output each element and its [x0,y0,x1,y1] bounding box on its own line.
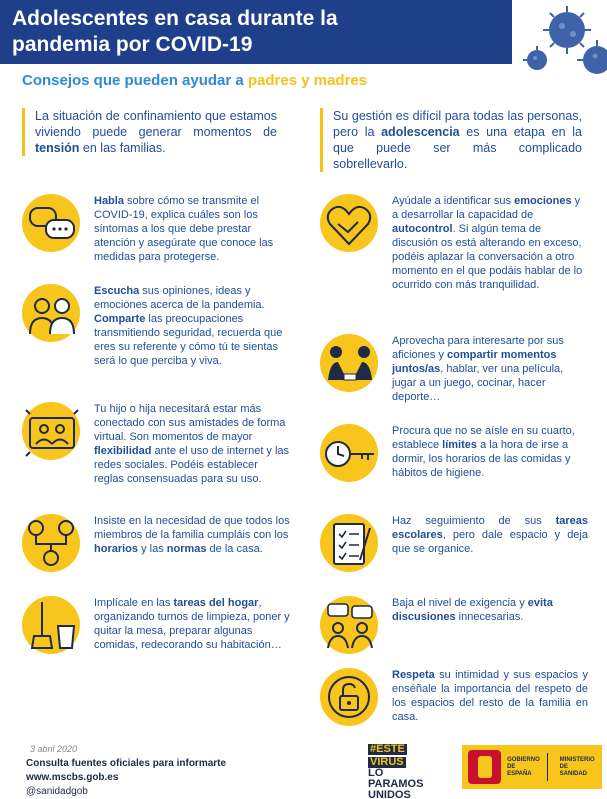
tip-right-5 [320,596,588,658]
people-talking-icon [22,284,84,346]
intro-left-text: La situación de confinamiento que estamos viviendo puede generar momentos de [35,109,277,139]
tip-text: Aprovecha para interesarte por sus aficiones y [392,335,564,361]
logo-line-3: LO [368,767,384,779]
tip-left-1 [22,194,290,264]
ministry-line-1: MINISTERIO [559,756,595,763]
tip-text: Insiste en la necesidad de que todos los miembros de la familia cumpláis con los [94,515,290,541]
gov-divider [547,753,548,781]
tip-text-2: , organizando turnos de limpieza, poner y quitar la mesa, preparar algunas comidas, redecorando su habitación… [94,597,290,651]
logo-line-1: #ESTE [370,743,405,755]
tip-text-2: a la hora de irse a dormir, los horarios de las comidas y hábitos de higiene. [392,439,571,479]
speech-bubbles-icon [22,194,84,256]
tip-right-1 [320,194,588,292]
footer-url[interactable]: www.mscbs.gob.es [26,772,119,783]
gov-line-2: DE ESPAÑA [507,763,532,777]
subtitle-text: Consejos que pueden ayudar a [22,72,248,89]
tip-right-4-text [392,514,588,556]
tip-left-2-text [94,284,290,368]
tip-bold: tareas del hogar [173,597,259,609]
tip-left-3 [22,402,290,486]
checklist-icon [320,514,382,576]
intro-left-bold: tensión [35,141,80,155]
tip-right-6 [320,668,588,730]
tip-text: Procura que no se aísle en su cuarto, establece [392,425,575,451]
tip-text-2: y a desarrollar la capacidad de [392,195,581,221]
logo-line-5: UNIDOS [368,789,411,799]
broom-bucket-icon [22,596,84,658]
tip-left-4 [22,514,290,576]
title-line-1: Adolescentes en casa durante la [12,7,338,30]
playing-together-icon [320,334,382,396]
tip-bold-2: Comparte [94,313,146,325]
tip-left-3-text [94,402,290,486]
tip-bold: flexibilidad [94,445,152,457]
tip-bold: Escucha [94,285,140,297]
page-title [12,6,500,58]
tip-text-2: innecesarias. [455,611,524,623]
tip-right-3-text [392,424,588,480]
virus-icon [497,0,607,80]
intro-right-bold: adolescencia [381,125,460,139]
title-line-2: pandemia por COVID-19 [12,33,253,56]
intro-right-text: Su gestión es difícil para todas las personas, pero la [333,109,582,139]
government-logo [462,745,602,789]
tip-text: Baja el nivel de exigencia y [392,597,528,609]
logo-line-4: PARAMOS [368,778,424,790]
intro-left [22,108,277,156]
tip-right-6-text [392,668,588,724]
ministry-text [560,757,596,778]
tip-bold-2: normas [166,543,207,555]
clock-key-icon [320,424,382,486]
schedule-icon [22,514,84,576]
tip-bold: límites [442,439,478,451]
tip-left-5 [22,596,290,658]
tip-right-3 [320,424,588,486]
tip-text: su intimidad y sus espacios y enséñale la importancia del respeto de los espacios del resto de la familia en casa. [392,669,588,723]
logo-line-2: VIRUS [370,756,404,768]
video-call-icon [22,402,84,464]
tip-right-5-text [392,596,588,624]
intro-left-text-end: en las familias. [79,141,166,155]
tip-bold: tareas escolares [392,515,588,541]
subtitle-highlight: padres y madres [247,72,368,89]
tip-bold-2: autocontrol [392,223,453,235]
tip-text: sobre cómo se transmite el COVID-19, explica cuáles son los síntomas a los que debe prestar atención y asegúrate que conoce las medidas para protegerse. [94,195,274,263]
tip-text-2: , pero dale espacio y deja que se organice. [392,529,588,555]
tip-left-1-text [94,194,290,264]
tip-text: sus opiniones, ideas y emociones acerca de la pandemia. [94,285,265,311]
tip-right-4 [320,514,588,576]
tip-text: Tu hijo o hija necesitará estar más conectado con sus amistades de forma virtual. Son momentos de mayor [94,403,286,443]
tip-bold: emociones [514,195,572,207]
tip-text-3: . Si algún tema de discusión os está alterando en exceso, podéis aplazar la conversación a otro momento en el que podáis hablar de lo ocurrido con más tranquilidad. [392,223,583,291]
tip-bold: compartir momentos juntos/as [392,349,557,375]
tip-bold: evita discusiones [392,597,553,623]
tip-bold: Respeta [392,669,435,681]
tip-text-2: y las [138,543,167,555]
tip-text: Haz seguimiento de sus [392,515,556,527]
tip-text-3: de la casa. [206,543,263,555]
intro-right [320,108,582,172]
tip-right-2-text [392,334,588,404]
gov-line-1: GOBIERNO [507,756,540,763]
tip-text-2: , hablar, ver una película, jugar a un juego, cocinar, hacer deporte… [392,363,564,403]
tip-right-2 [320,334,588,404]
footer-info [26,757,226,799]
tip-text: Implícale en las [94,597,174,609]
tip-left-4-text [94,514,290,556]
tip-text-2: las preocupaciones transmitiendo seguridad, recuerda que eres su referente y cómo tú te sientas será lo que perciba y viva. [94,313,283,367]
gov-text [507,757,541,778]
tip-left-5-text [94,596,290,652]
tip-left-2 [22,284,290,368]
title-bar [0,0,512,64]
calm-discussion-icon [320,596,382,658]
heart-handshake-icon [320,194,382,256]
tip-bold: Habla [94,195,124,207]
footer-handle[interactable]: @sanidadgob [26,786,88,797]
footer-date: 3 abril 2020 [30,744,78,754]
virus-illustration [497,0,607,80]
tip-text-2: ante el uso de internet y las redes sociales. Podéis establecer reglas consensuadas para su uso. [94,445,290,485]
ministry-line-2: DE SANIDAD [559,763,588,777]
tip-text: Ayúdale a identificar sus [392,195,515,207]
tip-bold: horarios [94,543,139,555]
subtitle [22,72,367,89]
intro-right-text-end: es una etapa en la que puede ser más complicado sobrellevarlo. [333,125,582,171]
padlock-icon [320,668,382,730]
coat-of-arms-icon [468,750,501,784]
footer-consult: Consulta fuentes oficiales para informarte [26,758,227,769]
campaign-logo [362,738,454,799]
tip-right-1-text [392,194,588,292]
